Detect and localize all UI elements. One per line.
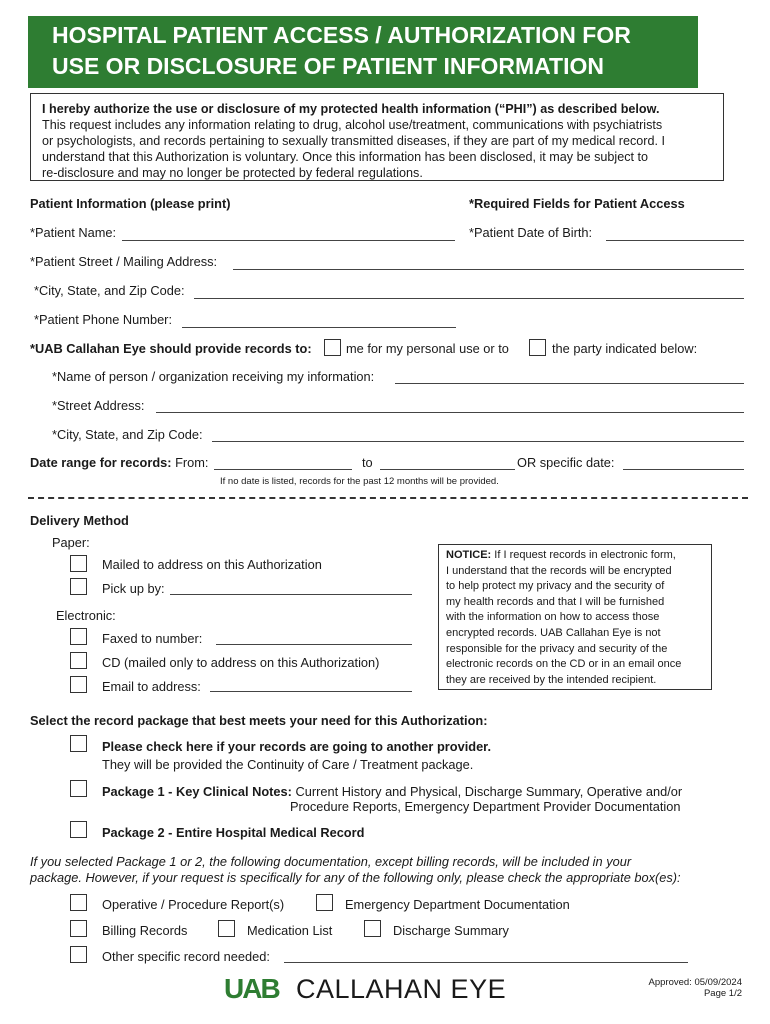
provide-records-label: *UAB Callahan Eye should provide records to:	[30, 341, 312, 356]
specific-records-instructions-1: If you selected Package 1 or 2, the following documentation, except billing records, will be included in your	[30, 854, 632, 869]
patient-name-label: *Patient Name:	[30, 225, 117, 240]
callahan-eye-wordmark: CALLAHAN EYE	[296, 974, 507, 1004]
date-to-label: to	[362, 455, 373, 470]
cd-checkbox[interactable]	[70, 652, 87, 669]
billing-records-label: Billing Records	[102, 923, 188, 938]
date-range-note: If no date is listed, records for the past 12 months will be provided.	[220, 476, 499, 487]
email-address-field[interactable]	[210, 691, 412, 692]
package-2-checkbox[interactable]	[70, 821, 87, 838]
approval-date: Approved: 05/09/2024	[648, 977, 742, 988]
page-title	[52, 20, 692, 82]
section-divider	[28, 497, 748, 499]
recipient-city-field[interactable]	[212, 441, 744, 442]
footer-meta	[600, 977, 742, 999]
patient-info-heading: Patient Information (please print)	[30, 196, 231, 211]
notice-line: with the information on how to access those	[446, 611, 660, 624]
discharge-summary-checkbox[interactable]	[364, 920, 381, 937]
statement-line: This request includes any information relating to drug, alcohol use/treatment, communications with psychiatrists	[42, 118, 663, 132]
date-from-label: From:	[175, 455, 209, 470]
pickup-name-field[interactable]	[170, 594, 412, 595]
notice-line: electronic records on the CD or in an email once	[446, 658, 682, 671]
notice-line: encrypted records. UAB Callahan Eye is not	[446, 626, 661, 639]
another-provider-subtext: They will be provided the Continuity of Care / Treatment package.	[102, 757, 474, 772]
patient-dob-label: *Patient Date of Birth:	[469, 225, 593, 240]
mailed-label: Mailed to address on this Authorization	[102, 557, 322, 572]
recipient-street-field[interactable]	[156, 412, 744, 413]
date-to-field[interactable]	[380, 469, 515, 470]
third-party-label: the party indicated below:	[552, 341, 698, 356]
statement-line: re-disclosure and may no longer be protected by federal regulations.	[42, 166, 423, 180]
email-checkbox[interactable]	[70, 676, 87, 693]
emergency-docs-checkbox[interactable]	[316, 894, 333, 911]
notice-line: my health records and that I will be furnished	[446, 595, 665, 608]
other-record-field[interactable]	[284, 962, 688, 963]
medication-list-label: Medication List	[247, 923, 333, 938]
medication-list-checkbox[interactable]	[218, 920, 235, 937]
statement-line: I hereby authorize the use or disclosure of my protected health information (“PHI”) as described below.	[42, 102, 660, 116]
emergency-docs-label: Emergency Department Documentation	[345, 897, 570, 912]
package-1-title: Package 1 - Key Clinical Notes:	[102, 784, 292, 799]
electronic-label: Electronic:	[56, 608, 116, 623]
notice-line: to help protect my privacy and the security of	[446, 580, 665, 593]
page-number: Page 1/2	[703, 988, 742, 999]
operative-report-checkbox[interactable]	[70, 894, 87, 911]
date-range-row	[30, 455, 209, 470]
billing-records-checkbox[interactable]	[70, 920, 87, 937]
another-provider-checkbox[interactable]	[70, 735, 87, 752]
patient-city-label: *City, State, and Zip Code:	[34, 283, 185, 298]
date-range-label: Date range for records:	[30, 455, 172, 470]
notice-heading: NOTICE:	[446, 549, 492, 561]
mailed-checkbox[interactable]	[70, 555, 87, 572]
delivery-method-heading: Delivery Method	[30, 513, 129, 528]
fax-label: Faxed to number:	[102, 631, 203, 646]
patient-city-field[interactable]	[194, 298, 744, 299]
third-party-checkbox[interactable]	[529, 339, 546, 356]
statement-line: understand that this Authorization is voluntary. Once this information has been disclosed, it may be subject to	[42, 150, 648, 164]
pickup-label: Pick up by:	[102, 581, 165, 596]
specific-date-field[interactable]	[623, 469, 744, 470]
uab-logo: UAB	[224, 973, 279, 1004]
operative-report-label: Operative / Procedure Report(s)	[102, 897, 285, 912]
personal-use-label: me for my personal use or to	[346, 341, 509, 356]
encryption-notice	[446, 548, 708, 688]
personal-use-checkbox[interactable]	[324, 339, 341, 356]
package-2-label: Package 2 - Entire Hospital Medical Record	[102, 825, 365, 840]
required-fields-note: *Required Fields for Patient Access	[469, 196, 685, 211]
patient-street-field[interactable]	[233, 269, 744, 270]
paper-label: Paper:	[52, 535, 90, 550]
other-record-label: Other specific record needed:	[102, 949, 270, 964]
email-label: Email to address:	[102, 679, 201, 694]
discharge-summary-label: Discharge Summary	[393, 923, 509, 938]
recipient-name-field[interactable]	[395, 383, 744, 384]
patient-street-label: *Patient Street / Mailing Address:	[30, 254, 218, 269]
statement-line: or psychologists, and records pertaining to sexually transmitted diseases, if they are part of my medical record. I	[42, 134, 665, 148]
notice-line: If I request records in electronic form,	[494, 549, 676, 561]
notice-line: they are received by the intended recipient.	[446, 673, 657, 686]
title-line-2: USE OR DISCLOSURE OF PATIENT INFORMATION	[52, 53, 604, 79]
notice-line: responsible for the privacy and security of the	[446, 642, 668, 655]
patient-dob-field[interactable]	[606, 240, 744, 241]
title-line-1: HOSPITAL PATIENT ACCESS / AUTHORIZATION FOR	[52, 22, 631, 48]
date-from-field[interactable]	[214, 469, 352, 470]
recipient-name-label: *Name of person / organization receiving my information:	[52, 369, 375, 384]
package-1-description-line2: Procedure Reports, Emergency Department Provider Documentation	[290, 799, 681, 814]
recipient-street-label: *Street Address:	[52, 398, 145, 413]
record-package-heading: Select the record package that best meets your need for this Authorization:	[30, 713, 488, 728]
authorization-statement	[42, 101, 718, 181]
pickup-checkbox[interactable]	[70, 578, 87, 595]
notice-line: I understand that the records will be encrypted	[446, 564, 672, 577]
package-1-description: Current History and Physical, Discharge Summary, Operative and/or	[295, 784, 683, 799]
fax-number-field[interactable]	[216, 644, 412, 645]
patient-name-field[interactable]	[122, 240, 455, 241]
another-provider-label: Please check here if your records are going to another provider.	[102, 739, 492, 754]
package-1-label	[102, 784, 682, 799]
other-record-checkbox[interactable]	[70, 946, 87, 963]
fax-checkbox[interactable]	[70, 628, 87, 645]
patient-phone-label: *Patient Phone Number:	[34, 312, 173, 327]
specific-date-label: OR specific date:	[517, 455, 615, 470]
package-1-checkbox[interactable]	[70, 780, 87, 797]
patient-phone-field[interactable]	[182, 327, 456, 328]
recipient-city-label: *City, State, and Zip Code:	[52, 427, 203, 442]
specific-records-instructions-2: package. However, if your request is specifically for any of the following only, please check the appropriate box(es):	[30, 870, 681, 885]
cd-label: CD (mailed only to address on this Authorization)	[102, 655, 380, 670]
